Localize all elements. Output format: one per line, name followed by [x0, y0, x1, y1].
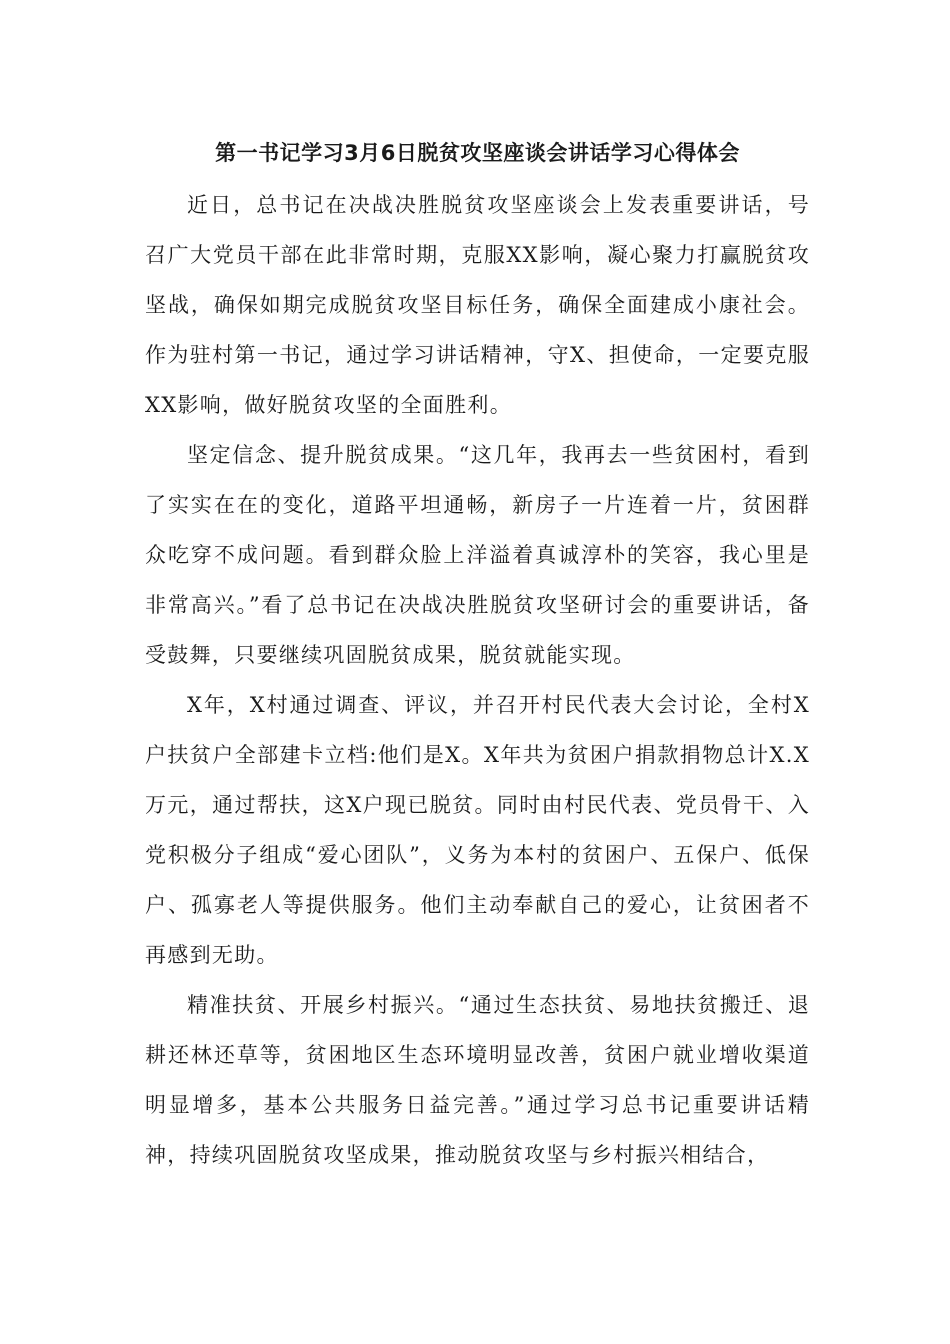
- paragraph: X年，X村通过调查、评议，并召开村民代表大会讨论，全村X户扶贫户全部建卡立档:他们是X。X年共为贫困户捐款捐物总计X.X万元，通过帮扶，这X户现已脱贫。同时由村民代表、党员骨干、入党积极分子组成“爱心团队”，义务为本村的贫困户、五保户、低保户、孤寡老人等提供服务。他们主动奉献自己的爱心，让贫困者不再感到无助。: [145, 693, 810, 967]
- document-title: 第一书记学习3月6日脱贫攻坚座谈会讲话学习心得体会: [215, 141, 740, 165]
- document-body: [145, 180, 810, 1180]
- paragraph: 坚定信念、提升脱贫成果。“这几年，我再去一些贫困村，看到了实实在在的变化，道路平坦通畅，新房子一片连着一片，贫困群众吃穿不成问题。看到群众脸上洋溢着真诚淳朴的笑容，我心里是非常高兴。”看了总书记在决战决胜脱贫攻坚研讨会的重要讲话，备受鼓舞，只要继续巩固脱贫成果，脱贫就能实现。: [145, 443, 810, 667]
- paragraph: 精准扶贫、开展乡村振兴。“通过生态扶贫、易地扶贫搬迁、退耕还林还草等，贫困地区生态环境明显改善，贫困户就业增收渠道明显增多，基本公共服务日益完善。”通过学习总书记重要讲话精神，持续巩固脱贫攻坚成果，推动脱贫攻坚与乡村振兴相结合，: [145, 993, 810, 1167]
- paragraph: 近日，总书记在决战决胜脱贫攻坚座谈会上发表重要讲话，号召广大党员干部在此非常时期，克服XX影响，凝心聚力打赢脱贫攻坚战，确保如期完成脱贫攻坚目标任务，确保全面建成小康社会。作为驻村第一书记，通过学习讲话精神，守X、担使命，一定要克服XX影响，做好脱贫攻坚的全面胜利。: [145, 193, 810, 417]
